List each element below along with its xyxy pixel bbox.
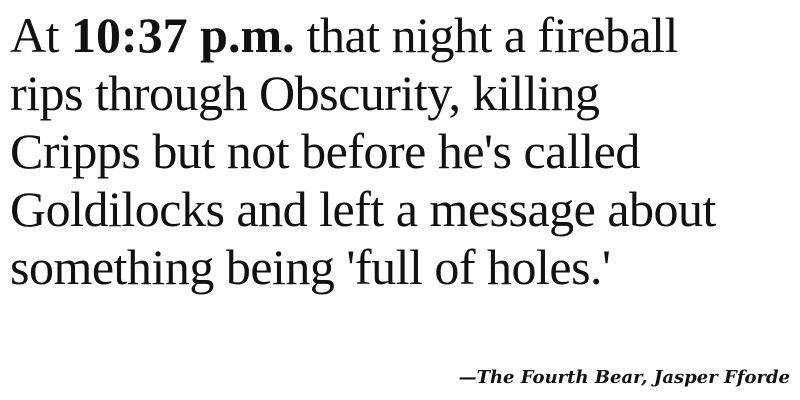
quote-prefix: At	[10, 7, 71, 63]
quote-line-4: Goldilocks and left a message about	[10, 181, 716, 237]
quote-line-5: something being 'full of holes.'	[10, 239, 611, 295]
quote-line-3: Cripps but not before he's called	[10, 123, 640, 179]
quote-time: 10:37 p.m.	[71, 7, 295, 63]
quote-line-1	[10, 6, 796, 64]
quote-line-1-rest: that night a fireball	[294, 7, 678, 63]
quote-text	[10, 6, 796, 296]
quote-attribution: —The Fourth Bear, Jasper Fforde	[458, 367, 790, 388]
quote-line-2: rips through Obscurity, killing	[10, 65, 600, 121]
